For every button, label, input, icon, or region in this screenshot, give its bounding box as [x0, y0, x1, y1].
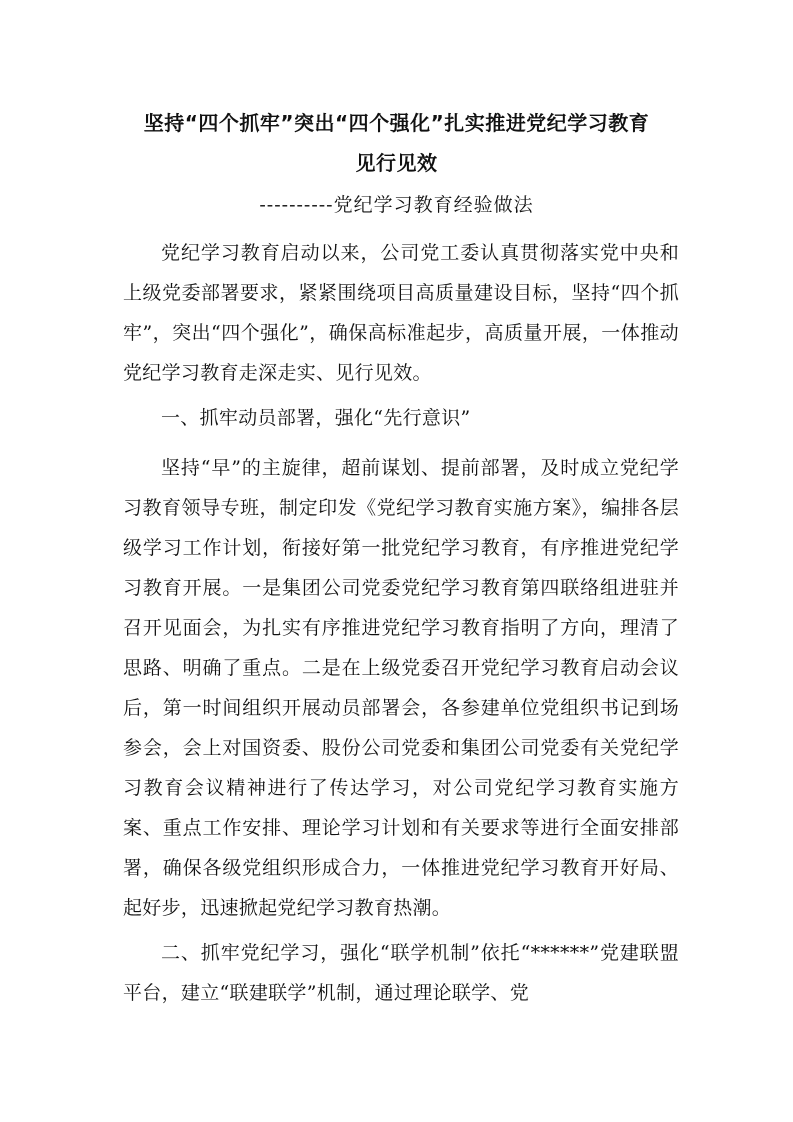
- section-heading-1: 一、抓牢动员部署，强化“先行意识”: [161, 407, 471, 429]
- document-title: [60, 103, 733, 183]
- paragraph-section-2: 二、抓牢党纪学习，强化“联学机制”依托“******”党建联盟平台，建立“联建联学”机制，通过理论联学、党: [123, 942, 679, 1004]
- document-subtitle: ----------党纪学习教育经验做法: [259, 194, 534, 216]
- title-line-1: 坚持“四个抓牢”突出“四个强化”扎实推进党纪学习教育: [143, 111, 650, 135]
- paragraph-section-1: 坚持“早”的主旋律，超前谋划、提前部署，及时成立党纪学习教育领导专班，制定印发《党纪学习教育实施方案》，编排各层级学习工作计划，衔接好第一批党纪学习教育，有序推进党纪学习教育开展。一是集团公司党委党纪学习教育第四联络组进驻并召开见面会，为扎实有序推进党纪学习教育指明了方向，理清了思路、明确了重点。二是在上级党委召开党纪学习教育启动会议后，第一时间组织开展动员部署会，各参建单位党组织书记到场参会，会上对国资委、股份公司党委和集团公司党委有关党纪学习教育会议精神进行了传达学习，对公司党纪学习教育实施方案、重点工作安排、理论学习计划和有关要求等进行全面安排部署，确保各级党组织形成合力，一体推进党纪学习教育开好局、起好步，迅速掀起党纪学习教育热潮。: [123, 457, 679, 919]
- document-body: [123, 233, 679, 1018]
- paragraph-intro: 党纪学习教育启动以来，公司党工委认真贯彻落实党中央和上级党委部署要求，紧紧围绕项目高质量建设目标，坚持“四个抓牢”，突出“四个强化”，确保高标准起步，高质量开展，一体推动党纪学习教育走深走实、见行见效。: [123, 242, 679, 384]
- title-line-2: 见行见效: [355, 151, 438, 175]
